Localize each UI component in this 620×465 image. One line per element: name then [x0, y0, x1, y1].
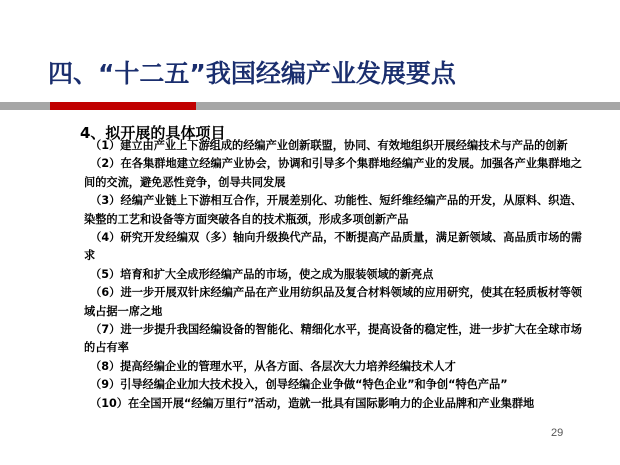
slide-title: 四、“十二五”我国经编产业发展要点 — [48, 59, 456, 88]
list-item: （4）研究开发经编双（多）轴向升级换代产品，不断提高产品质量，满足新领域、高品质市场的需求 — [84, 231, 582, 263]
list-item: （6）进一步开展双针床经编产品在产业用纺织品及复合材料领域的应用研究，使其在轻质板材等领域占据一席之地 — [84, 286, 582, 318]
list-item: （2）在各集群地建立经编产业协会，协调和引导多个集群地经编产业的发展。加强各产业集群地之间的交流，避免恶性竞争，创导共同发展 — [84, 157, 582, 189]
title-divider-red — [50, 102, 196, 110]
page-number: 29 — [551, 427, 564, 439]
list-item: （3）经编产业链上下游相互合作，开展差别化、功能性、短纤维经编产品的开发，从原料、织造、染整的工艺和设备等方面突破各自的技术瓶颈，形成多项创新产品 — [84, 194, 582, 226]
list-item: （5）培育和扩大全成形经编产品的市场，使之成为服装领域的新亮点 — [90, 267, 434, 281]
section-heading: 4、拟开展的具体项目 — [80, 124, 226, 142]
list-item: （8）提高经编企业的管理水平，从各方面、各层次大力培养经编技术人才 — [90, 359, 456, 373]
list-item: （9）引导经编企业加大技术投入，创导经编企业争做“特色企业”和争创“特色产品” — [90, 378, 508, 392]
list-item: （1）建立由产业上下游组成的经编产业创新联盟，协同、有效地组织开展经编技术与产品的创新 — [90, 139, 568, 152]
list-item: （7）进一步提升我国经编设备的智能化、精细化水平，提高设备的稳定性，进一步扩大在全球市场的占有率 — [84, 323, 582, 355]
list-item: （10）在全国开展“经编万里行”活动，造就一批具有国际影响力的企业品牌和产业集群地 — [90, 396, 535, 410]
project-list — [84, 137, 582, 413]
